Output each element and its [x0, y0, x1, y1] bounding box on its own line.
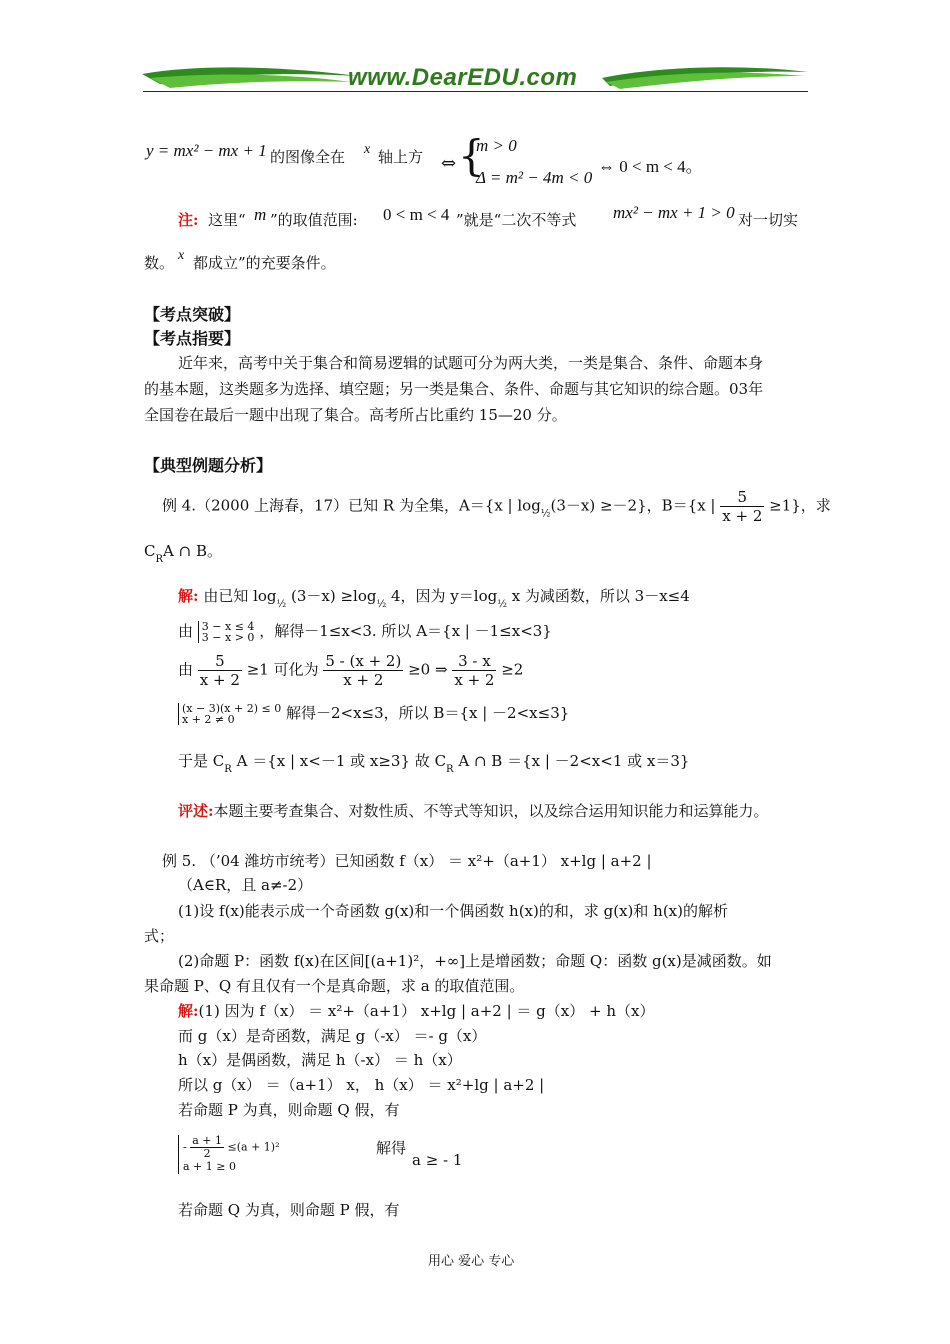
header-rule	[143, 91, 808, 92]
ex5-question-1: (1)设 f(x)能表示成一个奇函数 g(x)和一个偶函数 h(x)的和，求 g(x)和 h(x)的解析	[178, 902, 728, 920]
zhiyao-paragraph-3: 全国卷在最后一题中出现了集合。高考所占比重约 15—20 分。	[144, 406, 567, 424]
quadratic-expression: y = mx² − mx + 1	[146, 141, 267, 160]
ex5-intro: 例 5. （’04 潍坊市统考）已知函数 f（x） ＝ x²+（a+1） x+lg | a+2 |	[162, 852, 652, 870]
ex5-solution-2: 而 g（x）是奇函数，满足 g（-x） ＝- g（x）	[178, 1027, 487, 1045]
system-line-2: Δ = m² − 4m < 0	[476, 168, 593, 187]
header-swoosh-left	[140, 62, 360, 92]
ex4-fraction: $\frac{5}{x + 2}$	[722, 488, 763, 525]
section-dianxing-liti: 【典型例题分析】	[144, 456, 273, 475]
iff-symbol: ⇔	[441, 153, 457, 174]
system-brace: {	[458, 131, 485, 180]
header-swoosh-right	[600, 62, 810, 92]
ex5-jiede: 解得	[376, 1139, 407, 1157]
note-text-3: ”就是“二次不等式	[456, 211, 577, 229]
ex5-solution-4: 所以 g（x） ＝（a+1） x， h（x） ＝ x²+lg | a+2 |	[178, 1076, 545, 1094]
note-line2-a: 数。	[144, 254, 175, 272]
note-range: 0 < m < 4	[383, 205, 450, 224]
ex5-solution-6: 若命题 Q 为真，则命题 P 假，有	[178, 1201, 400, 1219]
p1-text1: 的图像全在	[270, 148, 346, 166]
ex4-intro: 例 4.（2000 上海春，17）已知 R 为全集，A＝{x | $\log_{\frac{1}{2}}(3-x) \ge-2$}，B＝{x | $\frac{5}{x + 2}$ ≥1}，求	[162, 488, 831, 525]
ex4-comment: 评述:本题主要考查集合、对数性质、不等式等知识，以及综合运用知识能力和运算能力。	[178, 802, 769, 820]
ex4-solution-2: 由 3 − x ≤ 4 3 − x > 0 ，解得－1≤x<3. 所以 A＝{x | －1≤x<3}	[178, 620, 552, 644]
note-inequality: mx² − mx + 1 > 0	[613, 203, 735, 222]
note-label: 注:	[178, 211, 199, 229]
p1-x: x	[364, 142, 371, 157]
range-result: ⇔ 0 < m < 4。	[598, 157, 703, 176]
p1-text2: 轴上方	[378, 148, 424, 166]
ex5-solution-3: h（x）是偶函数，满足 h（-x） ＝ h（x）	[178, 1051, 462, 1069]
note-line2-x: x	[178, 248, 185, 263]
ex5-solution-5: 若命题 P 为真，则命题 Q 假，有	[178, 1101, 400, 1119]
section-kaodian-tupo: 【考点突破】	[144, 305, 241, 324]
ex4-solution-1: 解: 由已知 $\log_{\frac{1}{2}} (3-x) \ge\log_{\frac{1}{2}}$ 4，因为 $y=\log_{\frac{1}{2}}$ x 为减函数，所以 3－x≤4	[178, 587, 690, 610]
ex4-solution-5: 于是 $C_R$ A ＝{x | x<－1 或 x≥3} 故 $C_R$ A ∩ B ＝{x | －2<x<1 或 x＝3}	[178, 752, 690, 775]
footer-motto: 用心 爱心 专心	[428, 1254, 515, 1269]
ex5-question-1b: 式；	[144, 927, 175, 945]
ex5-solution-1: 解:(1) 因为 f（x） ＝ x²+（a+1） x+lg | a+2 | ＝ g（x） + h（x）	[178, 1002, 655, 1020]
ex4-solution-4: (x − 3)(x + 2) ≤ 0 x + 2 ≠ 0 解得－2<x≤3，所以 B＝{x | －2<x≤3}	[178, 702, 569, 725]
ex5-condition: （A∈R，且 a≠-2）	[178, 876, 313, 894]
note-m: m	[254, 205, 267, 224]
ex5-question-2b: 果命题 P、Q 有且仅有一个是真命题，求 a 的取值范围。	[144, 977, 525, 995]
note-text-1: 这里“	[208, 211, 246, 229]
note-line2-b: 都成立”的充要条件。	[193, 254, 336, 272]
ex5-result: a ≥ - 1	[412, 1151, 463, 1169]
note-text-4: 对一切实	[738, 211, 799, 229]
note-text-2: ”的取值范围:	[270, 211, 358, 229]
ex4-solution-3: 由 $\frac{5}{x + 2}$ ≥1 可化为 $\frac{5 - (x + 2)}{x + 2}$ ≥0 ⇒ $\frac{3 - x}{x + 2}$ ≥2	[178, 652, 524, 689]
site-logo: www.DearEDU.com	[348, 64, 578, 91]
zhiyao-paragraph-1: 近年来，高考中关于集合和简易逻辑的试题可分为两大类，一类是集合、条件、命题本身	[178, 354, 764, 372]
section-kaodian-zhiyao: 【考点指要】	[144, 329, 241, 348]
ex5-question-2: (2)命题 P：函数 f(x)在区间[(a+1)²，+∞]上是增函数；命题 Q：函数 g(x)是减函数。如	[178, 952, 772, 970]
system-line-1: m > 0	[476, 136, 517, 155]
ex5-system: - $\frac{a + 1}{2}$ ≤(a + 1)² a + 1 ≥ 0	[178, 1135, 279, 1174]
ex4-line2: $C_RA$ ∩ B。	[144, 542, 222, 565]
zhiyao-paragraph-2: 的基本题，这类题多为选择、填空题；另一类是集合、条件、命题与其它知识的综合题。03年	[144, 380, 764, 398]
